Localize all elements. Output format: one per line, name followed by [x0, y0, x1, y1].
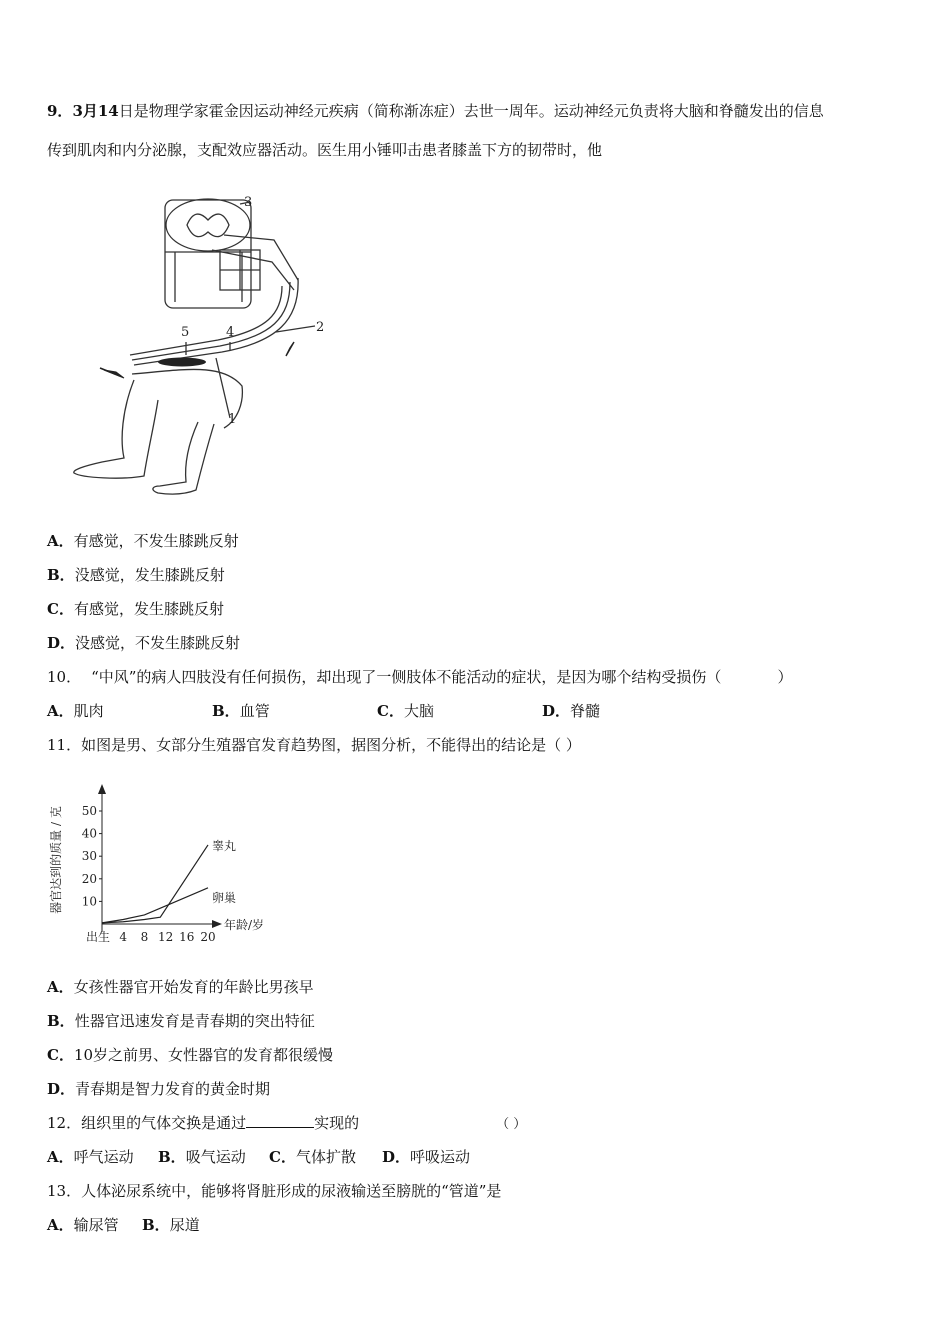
q12-paren: （ ） — [496, 1117, 527, 1132]
nerve-bundle-upper — [134, 278, 298, 365]
muscle — [158, 358, 206, 367]
y-tick-label: 30 — [81, 849, 97, 864]
q12-option-a-letter: A． — [47, 1148, 74, 1166]
q12-option-c-text: 气体扩散 — [295, 1148, 356, 1166]
q13-option-a — [47, 1215, 142, 1235]
q12-answer-blank[interactable] — [246, 1113, 314, 1128]
q13-stem-text: 人体泌尿系统中，能够将肾脏形成的尿液输送至膀胱的“管道”是 — [81, 1182, 502, 1200]
lower-leg — [74, 380, 158, 478]
other-leg — [153, 422, 214, 494]
y-tick-label: 20 — [81, 871, 97, 886]
q11-option-d-letter: D． — [47, 1080, 76, 1098]
q12-option-b-text: 吸气运动 — [185, 1148, 246, 1166]
q10-option-b-letter: B． — [212, 702, 240, 720]
q10-close-paren: ） — [777, 668, 793, 686]
spinal-cord-block — [165, 200, 251, 308]
q13-option-b — [142, 1215, 200, 1235]
q13-options — [47, 1215, 200, 1235]
x-tick-label: 出生 — [85, 930, 111, 944]
q12-option-c-letter: C． — [269, 1148, 296, 1166]
q11-stem-text: 如图是男、女部分生殖器官发育趋势图，据图分析，不能得出的结论是（ ） — [81, 736, 581, 754]
label-2: 2 — [316, 320, 325, 335]
q9-option-d — [47, 633, 240, 653]
q10-option-a — [47, 701, 212, 721]
q11-stem — [47, 735, 581, 755]
q11-option-b-text: 性器官迅速发育是青春期的突出特征 — [74, 1012, 315, 1030]
q12-option-a — [47, 1147, 158, 1167]
q9-option-c-letter: C． — [47, 600, 74, 618]
q12-options — [47, 1147, 470, 1167]
q11-option-c-text: 10岁之前男、女性器官的发育都很缓慢 — [73, 1046, 334, 1064]
q10-option-d — [542, 701, 600, 721]
q13-option-b-text: 尿道 — [169, 1216, 200, 1234]
q10-option-d-text: 脊髓 — [570, 702, 601, 720]
knee-reflex-figure — [62, 190, 347, 500]
organ-growth-chart — [44, 762, 284, 952]
q9-date: 3月14 — [72, 102, 119, 120]
q13-number: 13． — [47, 1182, 82, 1200]
x-tick-label: 4 — [119, 930, 128, 944]
chart-x-axis-arrow — [212, 920, 222, 928]
q10-option-c-text: 大脑 — [403, 702, 434, 720]
q11-option-b — [47, 1011, 315, 1031]
q12-option-c — [269, 1147, 382, 1167]
q11-option-d — [47, 1079, 270, 1099]
q12-option-a-text: 呼气运动 — [73, 1148, 134, 1166]
chart-y-axis-arrow — [98, 784, 106, 794]
q11-number: 11． — [47, 736, 82, 754]
q9-option-d-text: 没感觉，不发生膝跳反射 — [75, 634, 241, 652]
x-tick-label: 20 — [200, 930, 216, 944]
q11-option-b-letter: B． — [47, 1012, 75, 1030]
q11-option-a-letter: A． — [47, 978, 74, 996]
q9-option-c — [47, 599, 224, 619]
q13-option-a-text: 输尿管 — [73, 1216, 119, 1234]
q12-stem — [47, 1113, 526, 1135]
q9-stem-text1: 日是物理学家霍金因运动神经元疾病（简称渐冻症）去世一周年。运动神经元负责将大脑和脊髓发出的信息 — [118, 102, 824, 120]
q9-option-a-letter: A． — [47, 532, 74, 550]
label-5: 5 — [181, 325, 190, 340]
nerve-root-upper — [224, 235, 298, 280]
q9-stem-line1 — [47, 101, 824, 121]
q10-option-b-text: 血管 — [239, 702, 270, 720]
q12-option-d-text: 呼吸运动 — [410, 1148, 471, 1166]
q9-option-d-letter: D． — [47, 634, 76, 652]
q10-option-a-letter: A． — [47, 702, 74, 720]
q12-text-after: 实现的 — [314, 1114, 360, 1132]
q12-option-d-letter: D． — [382, 1148, 411, 1166]
q12-number: 12． — [47, 1114, 82, 1132]
q10-option-a-text: 肌肉 — [73, 702, 104, 720]
chart-y-axis-label: 器官达到的质量 / 克 — [49, 806, 63, 914]
q10-option-d-letter: D． — [542, 702, 571, 720]
chart-x-axis-label: 年龄/岁 — [224, 918, 265, 932]
q9-option-a-text: 有感觉，不发生膝跳反射 — [73, 532, 239, 550]
q10-option-c — [377, 701, 542, 721]
series-label: 睾丸 — [212, 838, 237, 853]
q12-text-before: 组织里的气体交换是通过 — [81, 1114, 247, 1132]
x-tick-label: 8 — [140, 930, 149, 944]
q11-option-a-text: 女孩性器官开始发育的年龄比男孩早 — [73, 978, 314, 996]
x-tick-label: 16 — [179, 930, 195, 944]
signal-arrow — [286, 342, 294, 356]
q11-option-c — [47, 1045, 333, 1065]
q10-options — [47, 701, 600, 721]
series-label: 卵巢 — [212, 890, 237, 905]
q10-option-b — [212, 701, 377, 721]
spinal-cord-section — [166, 199, 250, 251]
q12-option-b-letter: B． — [158, 1148, 186, 1166]
label-1: 1 — [228, 412, 237, 427]
y-tick-label: 50 — [81, 804, 97, 818]
gray-matter — [187, 214, 229, 237]
q10-option-c-letter: C． — [377, 702, 404, 720]
q9-option-b-letter: B． — [47, 566, 75, 584]
q10-stem — [47, 667, 792, 687]
series-line-testis — [102, 845, 208, 923]
q9-option-b — [47, 565, 225, 585]
q9-stem-line2 — [47, 140, 602, 160]
x-tick-label: 12 — [157, 930, 174, 944]
q9-option-b-text: 没感觉，发生膝跳反射 — [74, 566, 225, 584]
y-tick-label: 40 — [81, 826, 97, 841]
pointer-1 — [216, 358, 230, 418]
q11-option-a — [47, 977, 314, 997]
q9-number: 9． — [47, 102, 73, 120]
q11-option-c-letter: C． — [47, 1046, 74, 1064]
q12-option-d — [382, 1147, 470, 1167]
q9-option-c-text: 有感觉，发生膝跳反射 — [73, 600, 224, 618]
q10-stem-text: “中风”的病人四肢没有任何损伤，却出现了一侧肢体不能活动的症状，是因为哪个结构受损伤（ — [91, 668, 722, 686]
q12-option-b — [158, 1147, 269, 1167]
label-4: 4 — [226, 325, 235, 340]
q13-option-b-letter: B． — [142, 1216, 170, 1234]
q9-option-a — [47, 531, 239, 551]
label-3: 3 — [244, 195, 253, 210]
q13-stem — [47, 1181, 501, 1201]
q9-stem-text2: 传到肌肉和内分泌腺，支配效应器活动。医生用小锤叩击患者膝盖下方的韧带时，他 — [47, 141, 603, 159]
q10-number: 10． — [47, 668, 82, 686]
y-tick-label: 10 — [81, 894, 97, 909]
q11-option-d-text: 青春期是智力发育的黄金时期 — [75, 1080, 271, 1098]
q13-option-a-letter: A． — [47, 1216, 74, 1234]
